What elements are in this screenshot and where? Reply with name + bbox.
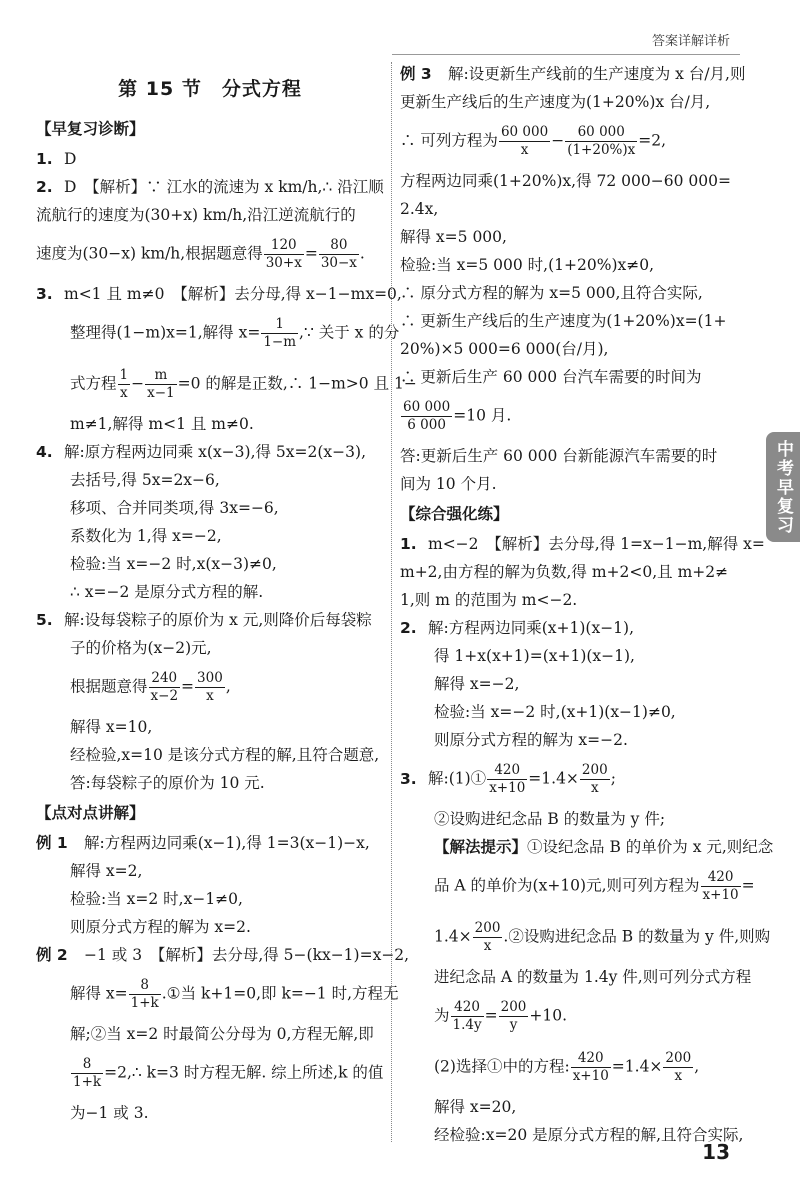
practice-2: 2. 解:方程两边同乘(x+1)(x−1), 得 1+x(x+1)=(x+1)(x−1), 解得 x=−2, 检验:当 x=−2 时,(x+1)(x−1)≠0, 则原分式方程的解为 x=−2.: [400, 619, 676, 749]
fraction: $\frac{1}{x}$: [119, 367, 129, 401]
practice-1: 1. m<−2 【解析】去分母,得 1=x−1−m,解得 x= m+2,由方程的解为负数,得 m+2<0,且 m+2≠ 1,则 m 的范围为 m<−2.: [400, 535, 765, 609]
fraction: $\frac{60 000}{x}$: [500, 124, 549, 158]
fraction: $\frac{200}{x}$: [474, 920, 501, 954]
item-number: 1.: [36, 150, 53, 168]
example-3: 例 3 解:设更新生产线前的生产速度为 x 台/月,则 更新生产线后的生产速度为(1+20%)x 台/月, ∴ 可列方程为 $\frac{60 000}{x}$ − $\frac{60 000}{(1+20\%)x}$ =2, 方程两边同乘(1+20%)x,得 72 000−60 000= 2.4x, 解得 x=5 000, 检验:当 x=5 000 时,(1+20%)x≠0, ∴ 原分式方程的解为 x=5 000,且符合实际, ∴ 更新生产线后的生产速度为(1+20%)x=(1+ 20%)×5 000=6 000(台/月), ∴ 更新后生产 60 000 台汽车需要的时间为 $\frac{60 000}{6 000}$ =10 月. 答:更新后生产 60 000 台新能源汽车需要的时 间为 10 个月.: [400, 65, 746, 493]
fraction: $\frac{420}{x+10}$: [572, 1050, 609, 1084]
page-number: 13: [702, 1140, 730, 1164]
fraction: $\frac{8}{1+k}$: [130, 977, 159, 1011]
answer-5: 5. 解:设每袋粽子的原价为 x 元,则降价后每袋粽 子的价格为(x−2)元, 根据题意得 $\frac{240}{x-2}$ = $\frac{300}{x}$ , 解得 x=10, 经检验,x=10 是该分式方程的解,且符合题意, 答:每袋粽子的原价为 10 元.: [36, 611, 380, 792]
heading-comprehensive-practice: 【综合强化练】: [400, 505, 509, 523]
fraction: $\frac{1}{1-m}$: [263, 316, 297, 350]
answer-3: 3. m<1 且 m≠0 【解析】去分母,得 x−1−mx=0, 整理得(1−m)x=1,解得 x= $\frac{1}{1-m}$ ,∵ 关于 x 的分 式方程 $\frac{1}{x}$ − $\frac{m}{x-1}$ =0 的解是正数,∴ 1−m>0 且 1− m≠1,解得 m<1 且 m≠0.: [36, 285, 417, 433]
left-column: [36, 60, 417, 1127]
heading-point-explanation: 【点对点讲解】: [36, 804, 145, 822]
answer-1: 1. D: [36, 145, 384, 173]
fraction: $\frac{120}{30+x}$: [265, 237, 302, 271]
method-tip-label: 【解法提示】: [434, 838, 528, 856]
fraction: $\frac{420}{x+10}$: [489, 762, 526, 796]
fraction: $\frac{200}{x}$: [665, 1050, 692, 1084]
fraction: $\frac{420}{1.4y}$: [452, 999, 482, 1033]
fraction: $\frac{200}{y}$: [500, 999, 527, 1033]
header-rule: [392, 54, 740, 55]
right-column: [400, 60, 774, 1149]
fraction: $\frac{240}{x-2}$: [150, 670, 179, 704]
practice-3: 3. 解:(1)① $\frac{420}{x+10}$ =1.4× $\frac{200}{x}$ ; ②设购进纪念品 B 的数量为 y 件; 【解法提示】①设纪念品 B 的单价为 x 元,则纪念 品 A 的单价为(x+10)元,则可列方程为 $\frac{420}{x+10}$ = 1.4× $\frac{200}{x}$ .②设购进纪念品 B 的数量为 y 件,则购 进纪念品 A 的数量为 1.4y 件,则可列分式方程 为 $\frac{420}{1.4y}$ = $\frac{200}{y}$ +10. (2)选择①中的方程: $\frac{420}{x+10}$ =1.4× $\frac{200}{x}$ , 解得 x=20, 经检验:x=20 是原分式方程的解,且符合实际,: [400, 762, 774, 1144]
fraction: $\frac{8}{1+k}$: [73, 1056, 102, 1090]
heading-early-review: 【早复习诊断】: [36, 120, 145, 138]
fraction: $\frac{200}{x}$: [581, 762, 608, 796]
fraction: $\frac{420}{x+10}$: [702, 869, 739, 903]
running-header: 答案详解详析: [651, 34, 730, 49]
example-2: 例 2 −1 或 3 【解析】去分母,得 5−(kx−1)=x−2, 解得 x= $\frac{8}{1+k}$ .①当 k+1=0,即 k=−1 时,方程无 解;②当 x=2 时最简公分母为 0,方程无解,即 $\frac{8}{1+k}$ =2,∴ k=3 时方程无解. 综上所述,k 的值 为−1 或 3.: [36, 946, 410, 1122]
chapter-side-tab: 中考早复习: [766, 432, 800, 542]
fraction: $\frac{300}{x}$: [197, 670, 223, 704]
fraction: $\frac{60 000}{6 000}$: [403, 399, 451, 433]
section-title: 第 15 节 分式方程: [118, 78, 302, 100]
example-1: 例 1 解:方程两边同乘(x−1),得 1=3(x−1)−x, 解得 x=2, 检验:当 x=2 时,x−1≠0, 则原分式方程的解为 x=2.: [36, 834, 370, 936]
fraction: $\frac{60 000}{(1+20\%)x}$: [567, 124, 636, 158]
answer-2: 2. D 【解析】∵ 江水的流速为 x km/h,∴ 沿江顺 流航行的速度为(30+x) km/h,沿江逆流航行的 速度为(30−x) km/h,根据题意得 $\frac{120}{30+x}$ = $\frac{80}{30-x}$ .: [36, 178, 384, 271]
fraction: $\frac{m}{x-1}$: [147, 367, 175, 401]
answer-4: 4. 解:原方程两边同乘 x(x−3),得 5x=2(x−3), 去括号,得 5x=2x−6, 移项、合并同类项,得 3x=−6, 系数化为 1,得 x=−2, 检验:当 x=−2 时,x(x−3)≠0, ∴ x=−2 是原分式方程的解.: [36, 443, 366, 601]
fraction: $\frac{80}{30-x}$: [320, 237, 357, 271]
